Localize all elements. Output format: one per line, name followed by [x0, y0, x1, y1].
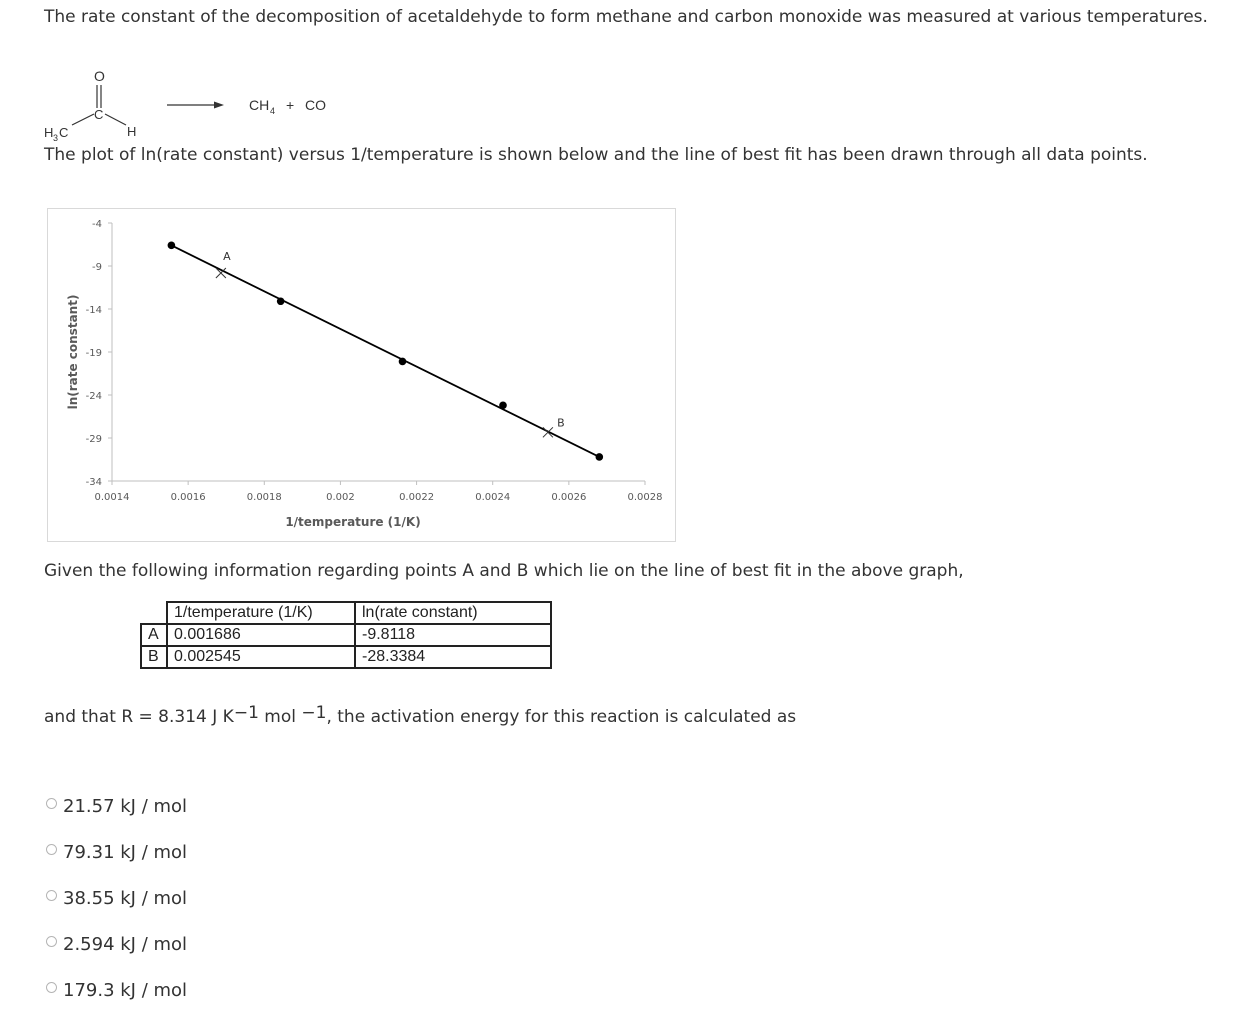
- x-tick-label: 0.0026: [551, 492, 587, 503]
- reaction-scheme: [38, 62, 338, 148]
- y-tick-label: -14: [85, 305, 102, 316]
- oxygen-atom: O: [94, 68, 105, 84]
- x-axis-label: 1/temperature (1/K): [285, 515, 421, 529]
- option-label[interactable]: 79.31 kJ / mol: [63, 842, 188, 863]
- y-tick-label: -4: [92, 219, 102, 230]
- table-row: [141, 624, 551, 646]
- gas-constant-text: [44, 703, 797, 727]
- table-header: ln(rate constant): [355, 602, 551, 624]
- x-tick-label: 0.0022: [399, 492, 435, 503]
- r-mol: mol: [258, 707, 302, 727]
- answer-option[interactable]: [46, 888, 187, 909]
- y-tick-label: -9: [92, 262, 102, 273]
- carbonyl-carbon: C: [94, 107, 104, 122]
- radio-button[interactable]: [46, 844, 57, 855]
- option-label[interactable]: 179.3 kJ / mol: [63, 980, 188, 1001]
- answer-option[interactable]: [46, 842, 187, 863]
- acetaldehyde-structure: [38, 62, 338, 144]
- table-cell: -28.3384: [355, 646, 551, 668]
- chart-svg: [48, 209, 677, 543]
- methyl-subscript: 3: [53, 133, 59, 143]
- data-point: [168, 242, 176, 250]
- table-header-row: [141, 602, 551, 624]
- y-tick-label: -19: [85, 348, 102, 359]
- question-intro: The rate constant of the decomposition of acetaldehyde to form methane and carbon monoxide was measured at various temperatures.: [44, 7, 1208, 27]
- radio-button[interactable]: [46, 798, 57, 809]
- y-tick-label: -29: [85, 434, 102, 445]
- y-tick-label: -24: [85, 391, 102, 402]
- answer-option[interactable]: [46, 934, 187, 955]
- methane-subscript: 4: [270, 106, 276, 116]
- x-tick-label: 0.0018: [246, 492, 282, 503]
- co-product: CO: [305, 97, 326, 113]
- y-axis-label: ln(rate constant): [66, 294, 80, 410]
- methyl-c: C: [59, 125, 69, 140]
- data-point: [596, 453, 604, 461]
- x-tick-label: 0.0024: [475, 492, 511, 503]
- r-text-post: , the activation energy for this reaction is calculated as: [326, 707, 797, 727]
- methyl-h: H: [44, 125, 54, 140]
- given-text: Given the following information regarding points A and B which lie on the line of best fit in the above graph,: [44, 561, 964, 581]
- r-text-pre: and that R = 8.314 J K: [44, 707, 234, 727]
- row-label: B: [141, 646, 167, 668]
- plot-description: The plot of ln(rate constant) versus 1/temperature is shown below and the line of best fit has been drawn through all data points.: [44, 145, 1148, 165]
- answer-option[interactable]: [46, 980, 187, 1001]
- arrow-head-icon: [214, 102, 224, 109]
- data-point: [277, 297, 285, 305]
- best-fit-line: [171, 245, 599, 457]
- row-label: A: [141, 624, 167, 646]
- radio-button[interactable]: [46, 936, 57, 947]
- table-row: [141, 646, 551, 668]
- x-tick-label: 0.002: [326, 492, 355, 503]
- option-label[interactable]: 2.594 kJ / mol: [63, 934, 188, 955]
- table-cell: -9.8118: [355, 624, 551, 646]
- table-cell: 0.001686: [167, 624, 355, 646]
- x-tick-label: 0.0016: [170, 492, 206, 503]
- option-label[interactable]: 38.55 kJ / mol: [63, 888, 188, 909]
- table-corner: [141, 602, 167, 624]
- radio-button[interactable]: [46, 982, 57, 993]
- answer-option[interactable]: [46, 796, 187, 817]
- plus-sign: +: [286, 97, 295, 113]
- radio-button[interactable]: [46, 890, 57, 901]
- option-label[interactable]: 21.57 kJ / mol: [63, 796, 188, 817]
- data-point: [499, 402, 507, 410]
- marked-point-label: B: [557, 416, 565, 430]
- table-cell: 0.002545: [167, 646, 355, 668]
- marked-point-label: A: [223, 249, 231, 263]
- data-point: [399, 358, 407, 366]
- table-header: 1/temperature (1/K): [167, 602, 355, 624]
- points-table: [140, 601, 552, 669]
- r-exponent-1: −1: [233, 703, 259, 723]
- y-tick-label: -34: [85, 477, 102, 488]
- r-exponent-2: −1: [301, 703, 327, 723]
- x-tick-label: 0.0014: [94, 492, 130, 503]
- aldehyde-h: H: [127, 124, 137, 139]
- arrhenius-chart: [47, 208, 676, 542]
- methane-product: CH: [249, 97, 270, 113]
- x-tick-label: 0.0028: [627, 492, 663, 503]
